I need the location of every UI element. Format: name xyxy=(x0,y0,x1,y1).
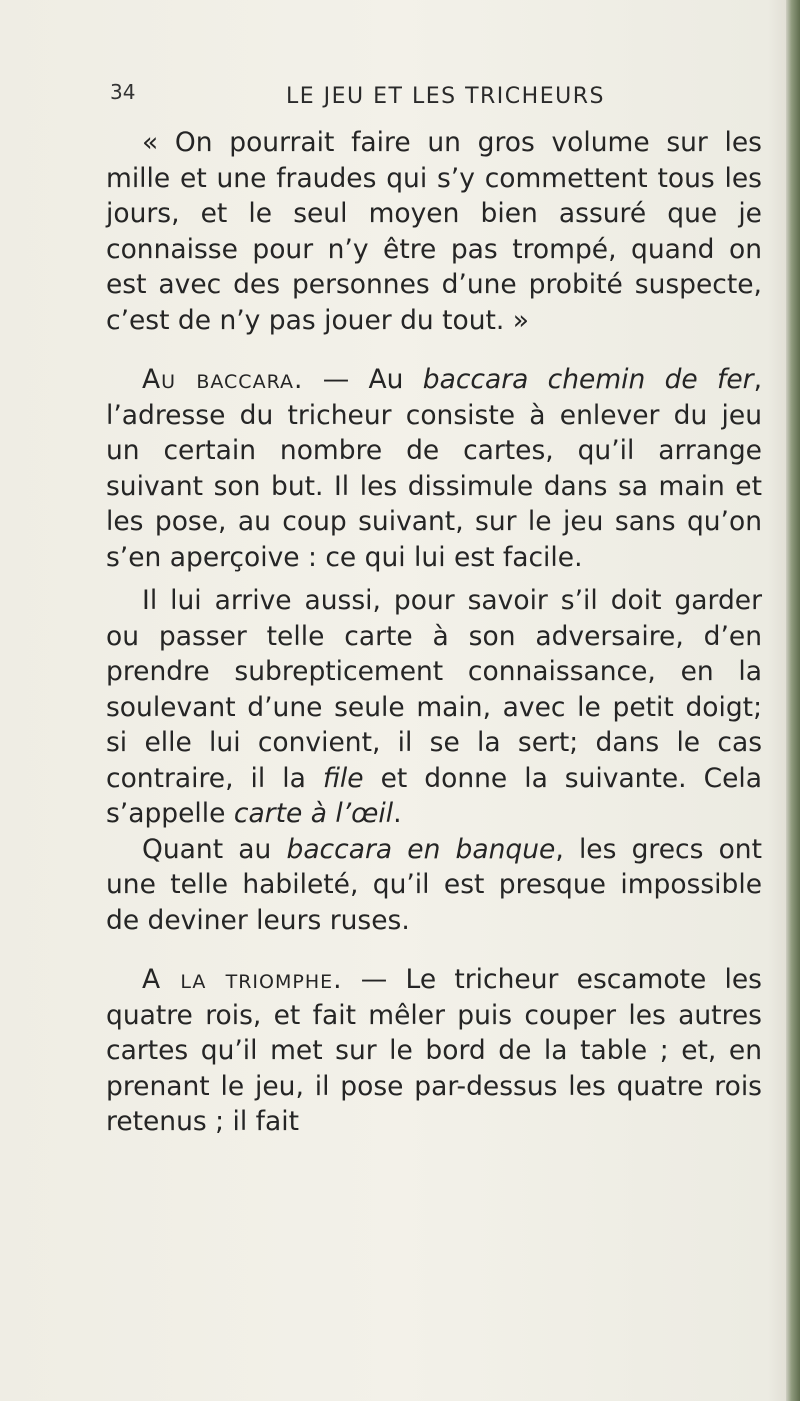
running-title: LE JEU ET LES TRICHEURS xyxy=(286,84,605,109)
body-text xyxy=(106,125,762,1140)
paragraph-text: . xyxy=(393,798,402,829)
paragraph-triomphe xyxy=(106,962,762,1140)
italic-term: baccara en banque xyxy=(286,833,556,865)
paragraph-baccara xyxy=(106,362,762,575)
paragraph-text: Il lui arrive aussi, pour savoir s’il doit garder ou passer telle carte à son adversaire, d’en prendre subrepticement connaissance, en la soulevant d’une seule main, avec le petit doigt; si elle lui convient, il se la sert; dans le cas contraire, il la xyxy=(106,585,762,794)
section-heading-triomphe: A la triomphe. xyxy=(142,964,343,995)
italic-term: baccara chemin de fer xyxy=(422,364,754,395)
paragraph-text: , les grecs ont une telle habileté, qu’il est presque impossible de deviner leurs ruses. xyxy=(106,833,762,936)
paragraph-carte-a-loeil xyxy=(106,583,762,832)
paragraph-quote xyxy=(106,125,762,338)
paragraph-text: « On pourrait faire un gros volume sur les mille et une fraudes qui s’y commettent tous les jours, et le seul moyen bien assuré que je connaisse pour n’y être pas trompé, quand on est avec des personnes d’une probité suspecte, c’est de n’y pas jouer du tout. » xyxy=(106,127,762,336)
page-number: 34 xyxy=(110,80,136,104)
paragraph-text: , l’adresse du tricheur consiste à enlever du jeu un certain nombre de cartes, qu’il arrange suivant son but. Il les dissimule dans sa main et les pose, au coup suivant, sur le jeu sans qu’on s’en aperçoive : ce qui lui est facile. xyxy=(106,364,763,573)
paragraph-text: — Le tricheur escamote les quatre rois, et fait mêler puis couper les autres cartes qu’il met sur le bord de la table ; et, en prenant le jeu, il pose par-dessus les quatre rois retenus ; il fait xyxy=(106,964,762,1137)
paragraph-text: et donne la suivante. Cela s’appelle xyxy=(106,762,762,829)
italic-term: file xyxy=(322,762,364,794)
running-head xyxy=(110,76,770,116)
paragraph-banque xyxy=(106,832,762,939)
italic-term: carte à l’œil xyxy=(233,798,394,829)
page-edge xyxy=(786,0,800,1401)
section-heading-baccara: Au baccara. xyxy=(142,364,304,395)
paragraph-lead: — Au xyxy=(303,364,423,395)
paragraph-text: Quant au xyxy=(142,833,287,865)
